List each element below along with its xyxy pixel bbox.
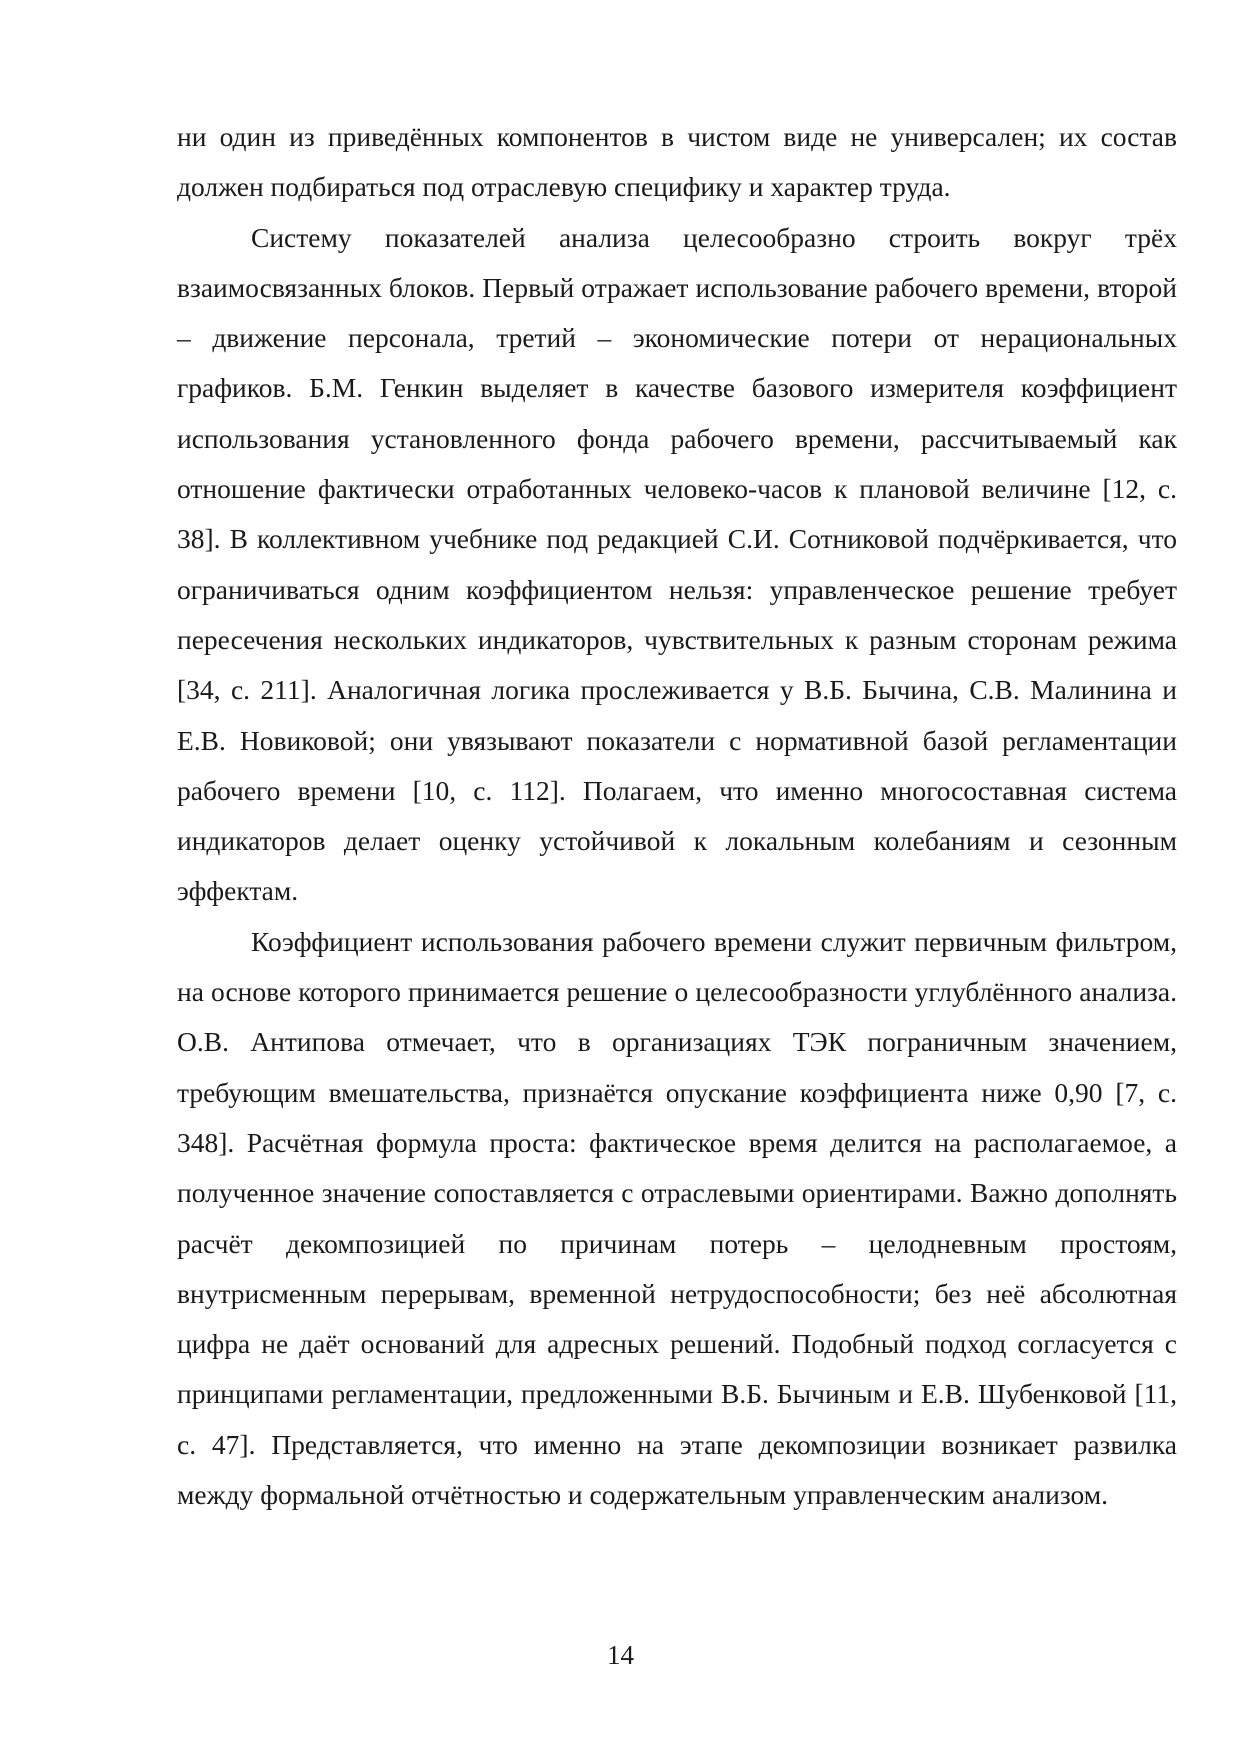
- page-number: 14: [607, 1640, 634, 1670]
- paragraph-utilization-coefficient: Коэффициент использования рабочего времени служит первичным фильтром, на основе которого принимается решение о целесообразности углублённого анализа. О.В. Антипова отмечает, что в организациях ТЭК пограничным значением, требующим вмешательства, признаётся опускание коэффициента ниже 0,90 [7, с. 348]. Расчётная формула проста: фактическое время делится на располагаемое, а полученное значение сопоставляется с отраслевыми ориентирами. Важно дополнять расчёт декомпозицией по причинам потерь – целодневным простоям, внутрисменным перерывам, временной нетрудоспособности; без неё абсолютная цифра не даёт оснований для адресных решений. Подобный подход согласуется с принципами регламентации, предложенными В.Б. Бычиным и Е.В. Шубенковой [11, с. 47]. Представляется, что именно на этапе декомпозиции возникает развилка между формальной отчётностью и содержательным управленческим анализом.: [177, 925, 1177, 1511]
- paragraph-indicator-system: Систему показателей анализа целесообразно строить вокруг трёх взаимосвязанных блоков. Первый отражает использование рабочего времени, второй – движение персонала, третий – экономические потери от нерациональных графиков. Б.М. Генкин выделяет в качестве базового измерителя коэффициент использования установленного фонда рабочего времени, рассчитываемый как отношение фактически отработанных человеко-часов к плановой величине [12, с. 38]. В коллективном учебнике под редакцией С.И. Сотниковой подчёркивается, что ограничиваться одним коэффициентом нельзя: управленческое решение требует пересечения нескольких индикаторов, чувствительных к разным сторонам режима [34, с. 211]. Аналогичная логика прослеживается у В.Б. Бычина, С.В. Малинина и Е.В. Новиковой; они увязывают показатели с нормативной базой регламентации рабочего времени [10, с. 112]. Полагаем, что именно многосоставная система индикаторов делает оценку устойчивой к локальным колебаниям и сезонным эффектам.: [177, 221, 1177, 907]
- paragraph-continuation: ни один из приведённых компонентов в чистом виде не универсален; их состав должен подбираться под отраслевую специфику и характер труда.: [177, 121, 1177, 203]
- body-text: [177, 112, 1177, 1520]
